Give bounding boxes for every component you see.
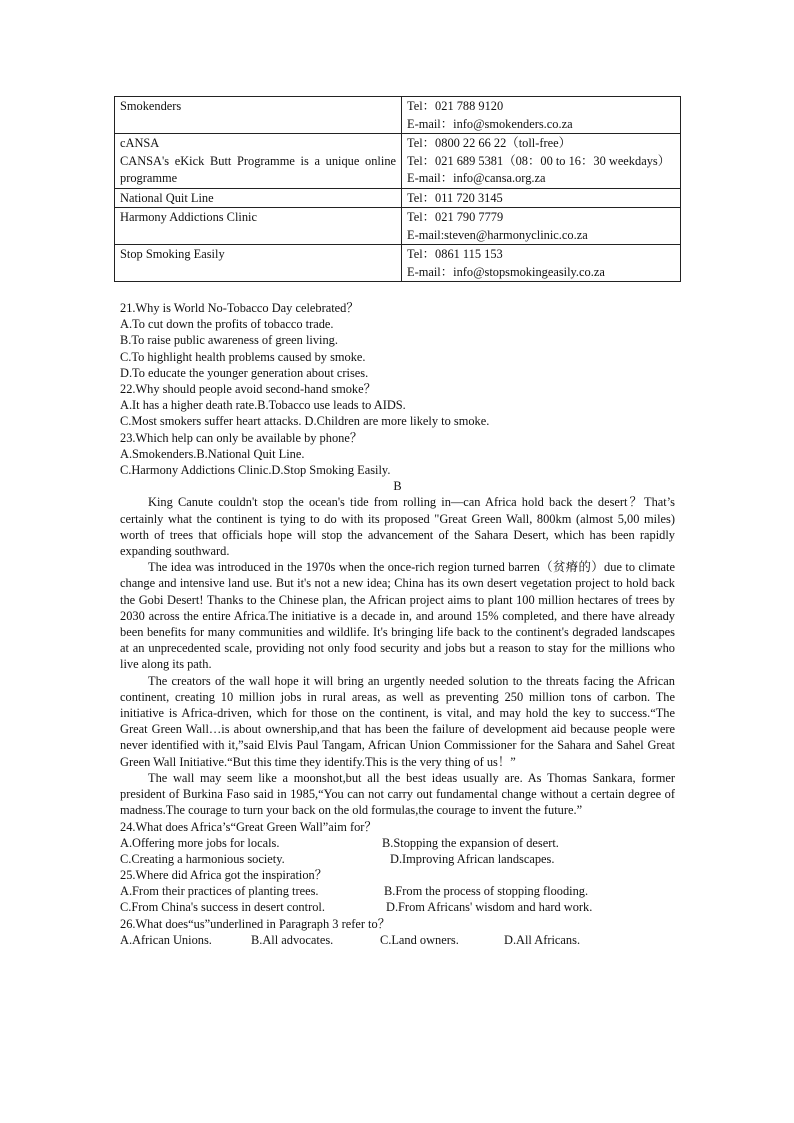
contact-phone: Tel：021 689 5381（08：00 to 16：30 weekdays） bbox=[407, 153, 671, 168]
question-26-stem: 26.What does“us”underlined in Paragraph 3 refer to？ bbox=[120, 916, 391, 931]
question-24-stem: 24.What does Africa’s“Great Green Wall”aim for？ bbox=[120, 819, 377, 834]
table-row bbox=[115, 97, 681, 134]
question-23-stem: 23.Which help can only be available by phone？ bbox=[120, 430, 363, 445]
options-cd: C.Most smokers suffer heart attacks. D.Children are more likely to smoke. bbox=[120, 414, 490, 429]
contact-phone: Tel：0861 115 153 bbox=[407, 247, 503, 261]
org-name: National Quit Line bbox=[120, 190, 214, 205]
contact-cell bbox=[402, 134, 681, 189]
question-22-stem: 22.Why should people avoid second-hand smoke？ bbox=[120, 382, 377, 397]
option-d: D.All Africans. bbox=[504, 932, 581, 947]
options-row bbox=[120, 899, 675, 915]
contact-phone: Tel：011 720 3145 bbox=[407, 190, 503, 205]
option-c: C.To highlight health problems caused by smoke. bbox=[120, 349, 366, 364]
contact-table bbox=[114, 96, 681, 282]
option-c: C.Land owners. bbox=[380, 932, 459, 947]
option-c: C.Creating a harmonious society. bbox=[120, 851, 285, 866]
org-name: Stop Smoking Easily bbox=[120, 247, 225, 261]
contact-email: E-mail：info@cansa.org.za bbox=[407, 171, 546, 185]
option-d: D.To educate the younger generation about crises. bbox=[120, 365, 369, 380]
paragraph-3-end: ！” bbox=[497, 754, 516, 769]
options-row bbox=[120, 835, 675, 851]
option-d: D.From Africans' wisdom and hard work. bbox=[386, 900, 593, 915]
option-a: A.To cut down the profits of tobacco trade. bbox=[120, 317, 334, 332]
table-row bbox=[115, 134, 681, 189]
contact-phone: Tel：021 788 9120 bbox=[407, 99, 504, 113]
options-row bbox=[120, 932, 675, 948]
exam-body bbox=[120, 300, 675, 948]
contact-cell bbox=[402, 208, 681, 245]
org-cell bbox=[115, 134, 402, 189]
org-name: cANSA bbox=[120, 136, 160, 150]
options-row bbox=[120, 883, 675, 899]
contact-cell bbox=[402, 188, 681, 208]
option-a: A.From their practices of planting trees. bbox=[120, 884, 319, 899]
option-b: B.To raise public awareness of green living. bbox=[120, 333, 338, 348]
passage-paragraph-3 bbox=[120, 673, 675, 770]
table-row bbox=[115, 188, 681, 208]
option-a: A.Offering more jobs for locals. bbox=[120, 835, 280, 850]
contact-phone: Tel：0800 22 66 22（toll-free） bbox=[407, 136, 571, 150]
option-b: B.Stopping the expansion of desert. bbox=[382, 835, 559, 850]
contact-cell bbox=[402, 97, 681, 134]
option-d: D.Improving African landscapes. bbox=[390, 851, 555, 866]
option-a: A.African Unions. bbox=[120, 932, 212, 947]
options-row bbox=[120, 851, 675, 867]
option-c: C.From China's success in desert control. bbox=[120, 900, 325, 915]
options-cd: C.Harmony Addictions Clinic.D.Stop Smoking Easily. bbox=[120, 463, 391, 478]
passage-paragraph-1: King Canute couldn't stop the ocean's tide from rolling in—can Africa hold back the desert？That’s certainly what the continent is tying to do with its proposed "Great Green Wall, 800km (almost 5,00 miles) worth of trees that officials hope will stop the advancement of the Sahara Desert, which has been rapidly expanding southward. bbox=[120, 495, 675, 559]
option-b: B.All advocates. bbox=[251, 932, 334, 947]
org-cell bbox=[115, 245, 402, 282]
org-name: Smokenders bbox=[120, 99, 182, 113]
question-21-stem: 21.Why is World No-Tobacco Day celebrated？ bbox=[120, 301, 359, 315]
options-ab: A.It has a higher death rate.B.Tobacco use leads to AIDS. bbox=[120, 398, 406, 413]
contact-cell bbox=[402, 245, 681, 282]
contact-email: E-mail：info@stopsmokingeasily.co.za bbox=[407, 264, 605, 279]
passage-paragraph-4: The wall may seem like a moonshot,but all the best ideas usually are. As Thomas Sankara, former president of Burkina Faso said in 1985,“You can not carry out fundamental change without a certain degree of madness.The courage to turn your back on the old formulas,the courage to invent the future.” bbox=[120, 770, 675, 818]
contact-email: E-mail:steven@harmonyclinic.co.za bbox=[407, 227, 588, 242]
table-row bbox=[115, 245, 681, 282]
passage-paragraph-2: The idea was introduced in the 1970s when the once-rich region turned barren（贫瘠的）due to climate change and intensive land use. But it's not a new idea; China has its own desert vegetation project to hold back the Gobi Desert! Thanks to the Chinese plan, the African project aims to plant 100 million hectares of trees by 2030 across the entire Africa.The initiative is a decade in, and around 15% completed, and there have already been benefits for many communities and wildlife. It's bringing life back to the continent's degraded landscapes at an unprecedented scale, providing not only food security and jobs but a reason to stay for the millions who live along its path. bbox=[120, 560, 675, 672]
contact-phone: Tel：021 790 7779 bbox=[407, 210, 504, 224]
org-name: Harmony Addictions Clinic bbox=[120, 210, 257, 224]
org-cell bbox=[115, 188, 402, 208]
options-ab: A.Smokenders.B.National Quit Line. bbox=[120, 446, 305, 461]
org-cell bbox=[115, 97, 402, 134]
question-25-stem: 25.Where did Africa got the inspiration？ bbox=[120, 868, 328, 883]
contact-email: E-mail：info@smokenders.co.za bbox=[407, 116, 573, 131]
org-cell bbox=[115, 208, 402, 245]
org-description: CANSA's eKick Butt Programme is a unique online programme bbox=[120, 153, 397, 185]
paragraph-3-text: The creators of the wall hope it will bring an urgently needed solution to the threats facing the African continent, creating 10 million jobs in rural areas, as well as preventing 250 million tons of carbon. The initiative is Africa-driven, which for those on the continent, is vital, and may hold the key to success.“The Great Green Wall…is about ownership,and that has been the failure of development aid because people were never identified with it,”said Elvis Paul Tangam, African Union Commissioner for the Sahara and Sahel Great Green Wall Initiative.“But this time they identify.This is the very thing of bbox=[120, 673, 675, 769]
option-b: B.From the process of stopping flooding. bbox=[384, 884, 589, 899]
table-row bbox=[115, 208, 681, 245]
underlined-us: us bbox=[486, 754, 498, 769]
section-heading: B bbox=[393, 479, 402, 494]
